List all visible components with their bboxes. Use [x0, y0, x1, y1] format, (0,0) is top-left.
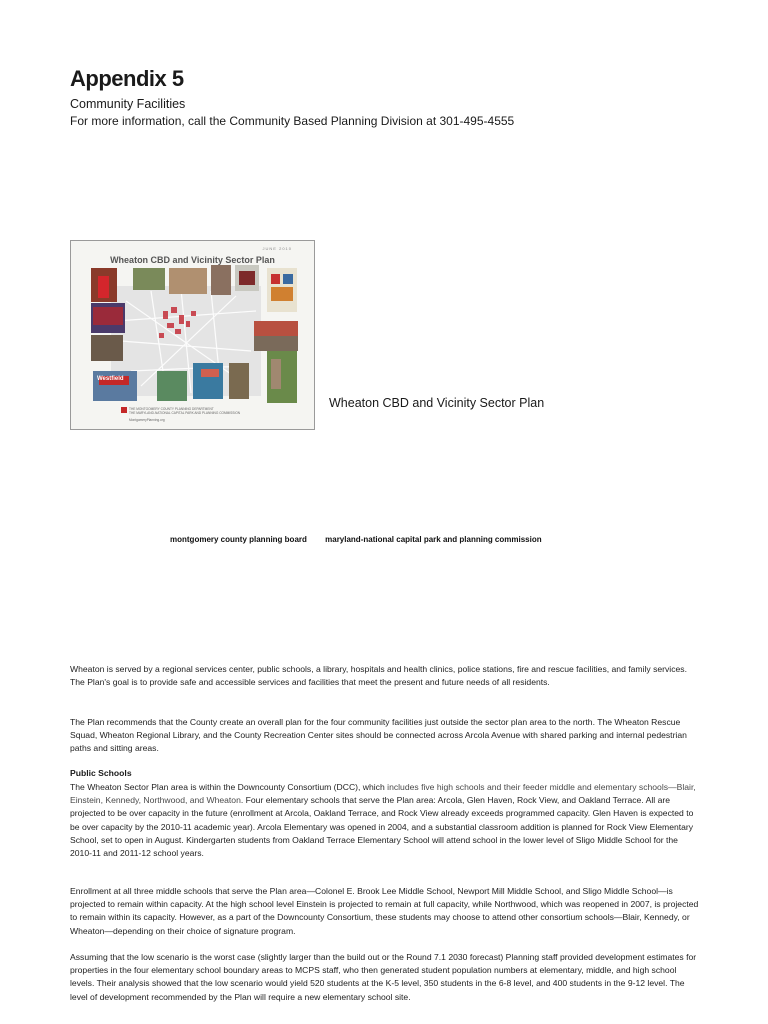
cover-sign-text: Westfield [97, 376, 124, 382]
middle-schools-paragraph: Enrollment at all three middle schools that serve the Plan area—Colonel E. Brook Lee Middle School, Newport Mill Middle School, and Sligo Middle School—is projected to remain within capacity. At the high school level Einstein is projected to remain at full capacity, while Northwood, which was reopened in 2007, is projected to remain within its capacity. However, as a part of the Downcounty Consortium, these students may choose to attend other consortium schools—Blair, Kennedy, or Wheaton—depending on their choice of signature program. [70, 886, 699, 936]
cover-department [129, 407, 299, 422]
commission-label: maryland-national capital park and planning commission [325, 535, 542, 544]
cover-commission-name: THE MARYLAND-NATIONAL CAPITAL PARK AND PLANNING COMMISSION [129, 411, 241, 415]
cover-date: JUNE 2010 [262, 246, 292, 251]
contact-info: For more information, call the Community Based Planning Division at 301-495-4555 [70, 114, 515, 128]
cover-website: MontgomeryPlanning.org [129, 418, 165, 422]
intro-paragraph: Wheaton is served by a regional services center, public schools, a library, hospitals and health clinics, police stations, fire and rescue facilities, and family services. The Plan's goal is to provide safe and accessible services and facilities that meet the present and future needs of all residents. [70, 664, 687, 688]
cover-collage [71, 241, 314, 429]
page-subtitle: Community Facilities [70, 97, 186, 111]
footer-agencies [170, 535, 558, 544]
p3-part-b: includes five high schools and their feeder middle and elementary schools—Blair, Einstein, Kennedy, Northwood, and Wheaton [70, 782, 696, 806]
cover-title: Wheaton CBD and Vicinity Sector Plan [110, 255, 275, 265]
p3-part-c: . Four elementary schools that serve the Plan area: Arcola, Glen Haven, Rock View, and Oakland Terrace. All are projected to be over capacity in the future (enrollment at Arcola, Oakland Terrace, and Rock View already exceeds programmed capacity. Glen Haven is expected to be over capacity by the 2010-11 academic year). Arcola Elementary was opened in 2004, and a substantial classroom addition is planned for Rock View Elementary School, set to open in August. Kindergarten students from Oakland Terrace Elementary School will attend school in the lower level of Sligo Middle School for the 2010-11 and 2011-12 school years. [70, 795, 694, 859]
cover-department-name: THE MONTGOMERY COUNTY PLANNING DEPARTMENT [129, 407, 214, 411]
public-schools-heading: Public Schools [70, 768, 132, 778]
sector-plan-cover-image [70, 240, 315, 430]
page-title: Appendix 5 [70, 66, 184, 91]
p3-part-a: The Wheaton Sector Plan area is within the Downcounty Consortium (DCC), which [70, 782, 388, 792]
recommendation-paragraph: The Plan recommends that the County create an overall plan for the four community facilities just outside the sector plan area to the north. The Wheaton Rescue Squad, Wheaton Regional Library, and the County Recreation Center sites should be connected across Arcola Avenue with shared parking and internal pedestrian paths and sitting areas. [70, 717, 687, 754]
planning-board-label: montgomery county planning board [170, 535, 307, 544]
public-schools-paragraph [70, 781, 700, 860]
cover-caption: Wheaton CBD and Vicinity Sector Plan [329, 396, 545, 410]
scenario-paragraph: Assuming that the low scenario is the worst case (slightly larger than the build out or the Round 7.1 2030 forecast) Planning staff provided development estimates for properties in the four elementary school boundary areas to MCPS staff, who then generated student population numbers at elementary, middle, and high school levels. Their analysis showed that the low scenario would yield 520 students at the K-5 level, 350 students in the 6-8 level, and 400 students in the 9-12 level. The level of development recommended by the Plan will require a new elementary school site. [70, 952, 697, 1002]
